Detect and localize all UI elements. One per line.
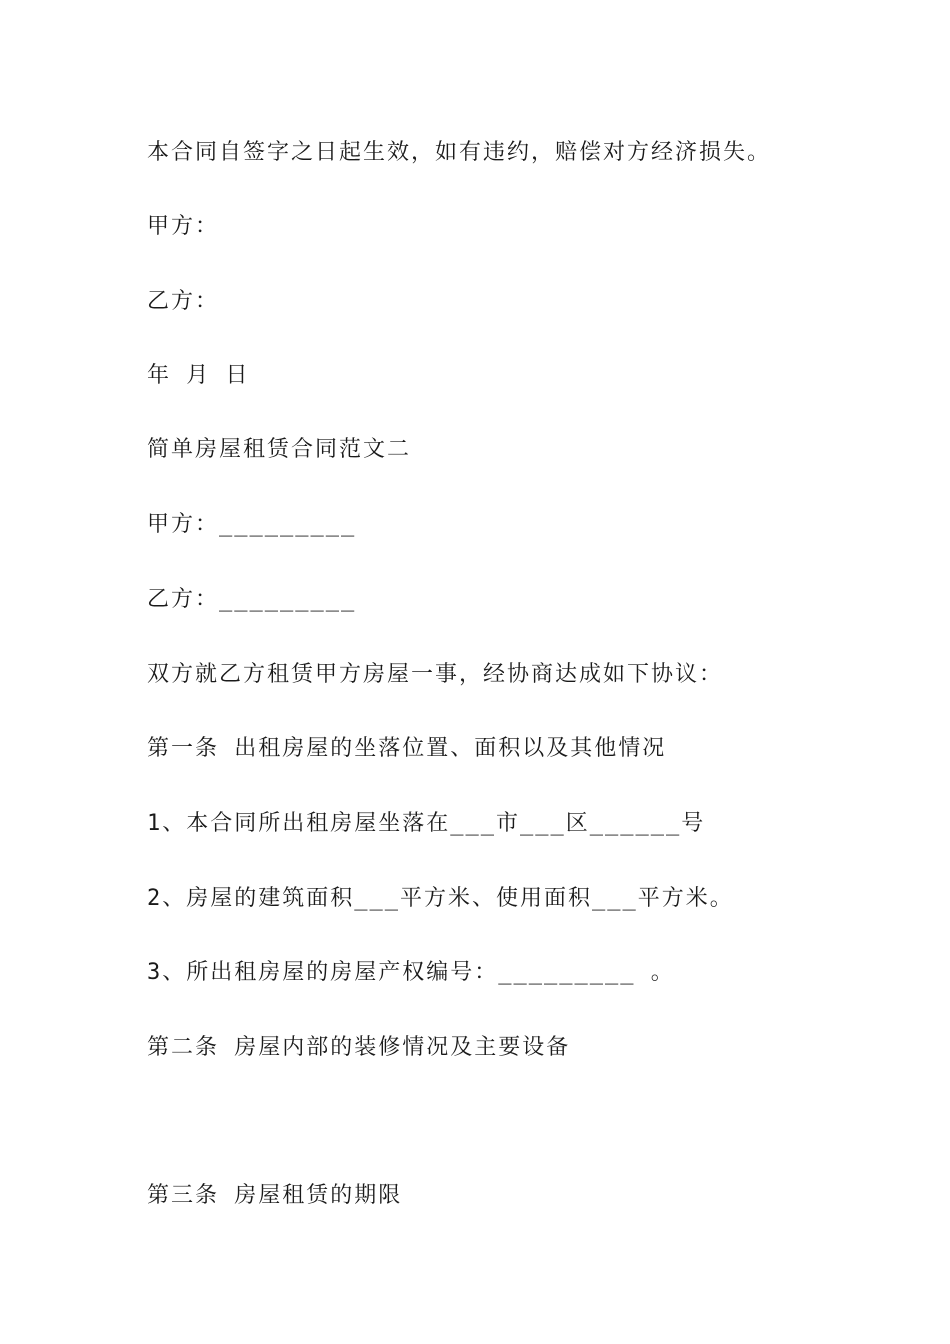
agreement-intro: 双方就乙方租赁甲方房屋一事，经协商达成如下协议： (147, 662, 724, 687)
signature-date-line: 年 月 日 (147, 363, 250, 388)
article-one-item-3: 3、所出租房屋的房屋产权编号：_________ 。 (147, 960, 675, 985)
party-b-field: 乙方：_________ (147, 587, 357, 612)
article-two-heading: 第二条 房屋内部的装修情况及主要设备 (147, 1035, 571, 1060)
section-title: 简单房屋租赁合同范文二 (147, 437, 412, 462)
article-three-heading: 第三条 房屋租赁的期限 (147, 1183, 403, 1208)
party-b-signature-label: 乙方： (147, 289, 220, 314)
article-one-item-2: 2、房屋的建筑面积___平方米、使用面积___平方米。 (147, 886, 734, 911)
article-one-item-1: 1、本合同所出租房屋坐落在___市___区______号 (147, 811, 706, 836)
party-a-field: 甲方：_________ (147, 512, 357, 537)
effective-clause: 本合同自签字之日起生效，如有违约，赔偿对方经济损失。 (147, 140, 772, 165)
article-one-heading: 第一条 出租房屋的坐落位置、面积以及其他情况 (147, 736, 667, 761)
party-a-signature-label: 甲方： (147, 214, 220, 239)
